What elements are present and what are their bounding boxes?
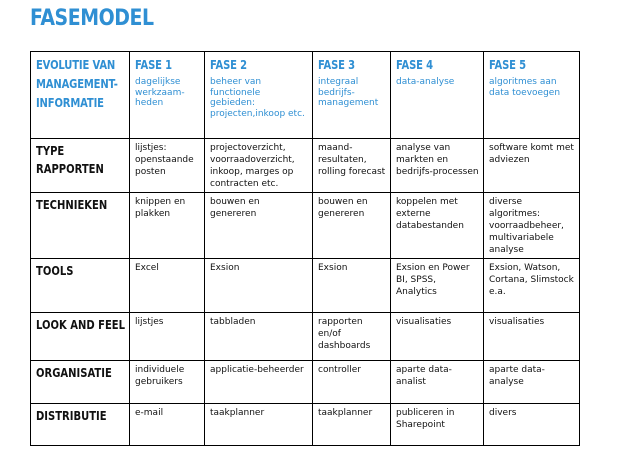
cell-text: Excel — [135, 263, 159, 273]
cell-text: Exsion en Power BI, SPSS, Analytics — [396, 263, 470, 297]
table-cell — [484, 139, 580, 193]
cell-text: taakplanner — [210, 408, 265, 418]
table-cell — [391, 259, 484, 313]
table-cell — [391, 361, 484, 404]
cell-text: software komt met adviezen — [489, 143, 574, 165]
table-cell — [313, 139, 391, 193]
table-cell — [130, 361, 205, 404]
cell-text: koppelen met externe databestanden — [396, 197, 464, 231]
row-label-cell — [31, 361, 130, 404]
table-cell — [130, 404, 205, 446]
phase-header-5 — [484, 52, 580, 139]
row-label-distributie: DISTRIBUTIE — [36, 408, 107, 423]
cell-text: projectoverzicht, voorraadoverzicht, inkoop, marges op contracten etc. — [210, 143, 295, 189]
row-label-look-and-feel: LOOK AND FEEL — [36, 317, 126, 332]
table-row — [31, 404, 580, 446]
cell-text: Exsion — [210, 263, 240, 273]
table-cell — [313, 313, 391, 361]
cell-text: divers — [489, 408, 517, 418]
corner-header-cell — [31, 52, 130, 139]
phase-name: FASE 1 — [135, 57, 172, 72]
phase-description: algoritmes aan data toevoegen — [489, 77, 561, 98]
cell-text: individuele gebruikers — [135, 365, 185, 387]
table-cell — [484, 193, 580, 259]
cell-text: maand-resultaten, rolling forecast — [318, 143, 386, 177]
table-cell — [484, 313, 580, 361]
table-cell — [391, 139, 484, 193]
table-row — [31, 259, 580, 313]
table-cell — [205, 361, 313, 404]
cell-text: Exsion — [318, 263, 348, 273]
cell-text: e-mail — [135, 408, 164, 418]
table-cell — [130, 259, 205, 313]
cell-text: controller — [318, 365, 361, 375]
table-cell — [205, 259, 313, 313]
row-label-cell — [31, 404, 130, 446]
table-cell — [130, 139, 205, 193]
table-cell — [205, 139, 313, 193]
corner-header: EVOLUTIE VAN MANAGEMENT-INFORMATIE — [36, 57, 118, 110]
table-cell — [484, 361, 580, 404]
cell-text: taakplanner — [318, 408, 373, 418]
row-label-technieken: TECHNIEKEN — [36, 197, 108, 212]
row-label-organisatie: ORGANISATIE — [36, 365, 112, 380]
page-title: FASEMODEL — [30, 6, 154, 31]
table-row — [31, 193, 580, 259]
phase-description: beheer van functionele gebieden: projecten,inkoop etc. — [210, 77, 305, 119]
cell-text: knippen en plakken — [135, 197, 186, 219]
cell-text: diverse algoritmes: voorraadbeheer, multivariabele analyse — [489, 197, 564, 255]
cell-text: bouwen en genereren — [318, 197, 368, 219]
table-cell — [313, 404, 391, 446]
cell-text: aparte data-analyse — [489, 365, 545, 387]
table-cell — [391, 313, 484, 361]
cell-text: publiceren in Sharepoint — [396, 408, 455, 430]
cell-text: visualisaties — [489, 317, 545, 327]
phase-header-2 — [205, 52, 313, 139]
cell-text: rapporten en/of dashboards — [318, 317, 371, 351]
cell-text: tabbladen — [210, 317, 256, 327]
table-cell — [313, 259, 391, 313]
table-cell — [484, 404, 580, 446]
table-row — [31, 313, 580, 361]
phase-header-3 — [313, 52, 391, 139]
cell-text: lijstjes: openstaande posten — [135, 143, 194, 177]
table-cell — [484, 259, 580, 313]
table-cell — [313, 193, 391, 259]
phase-name: FASE 3 — [318, 57, 355, 72]
phase-description: integraal bedrijfs-management — [318, 77, 379, 108]
table-row — [31, 361, 580, 404]
header-row — [31, 52, 580, 139]
phase-header-1 — [130, 52, 205, 139]
cell-text: aparte data-analist — [396, 365, 452, 387]
cell-text: bouwen en genereren — [210, 197, 260, 219]
table-row — [31, 139, 580, 193]
cell-text: lijstjes — [135, 317, 164, 327]
phase-description: dagelijkse werkzaam-heden — [135, 77, 185, 108]
phase-model-table — [30, 51, 580, 446]
row-label-cell — [31, 313, 130, 361]
table-cell — [130, 193, 205, 259]
table-cell — [205, 313, 313, 361]
phase-header-4 — [391, 52, 484, 139]
cell-text: Exsion, Watson, Cortana, Slimstock e.a. — [489, 263, 574, 297]
table-cell — [205, 193, 313, 259]
row-label-type-rapporten: TYPE RAPPORTEN — [36, 143, 104, 176]
table-cell — [205, 404, 313, 446]
row-label-tools: TOOLS — [36, 263, 74, 278]
row-label-cell — [31, 193, 130, 259]
table-cell — [130, 313, 205, 361]
cell-text: visualisaties — [396, 317, 452, 327]
table-cell — [391, 193, 484, 259]
cell-text: analyse van markten en bedrijfs-processen — [396, 143, 479, 177]
cell-text: applicatie-beheerder — [210, 365, 304, 375]
phase-description: data-analyse — [396, 77, 455, 87]
phase-name: FASE 2 — [210, 57, 247, 72]
table-cell — [313, 361, 391, 404]
row-label-cell — [31, 259, 130, 313]
phase-name: FASE 4 — [396, 57, 433, 72]
table-cell — [391, 404, 484, 446]
row-label-cell — [31, 139, 130, 193]
phase-name: FASE 5 — [489, 57, 526, 72]
